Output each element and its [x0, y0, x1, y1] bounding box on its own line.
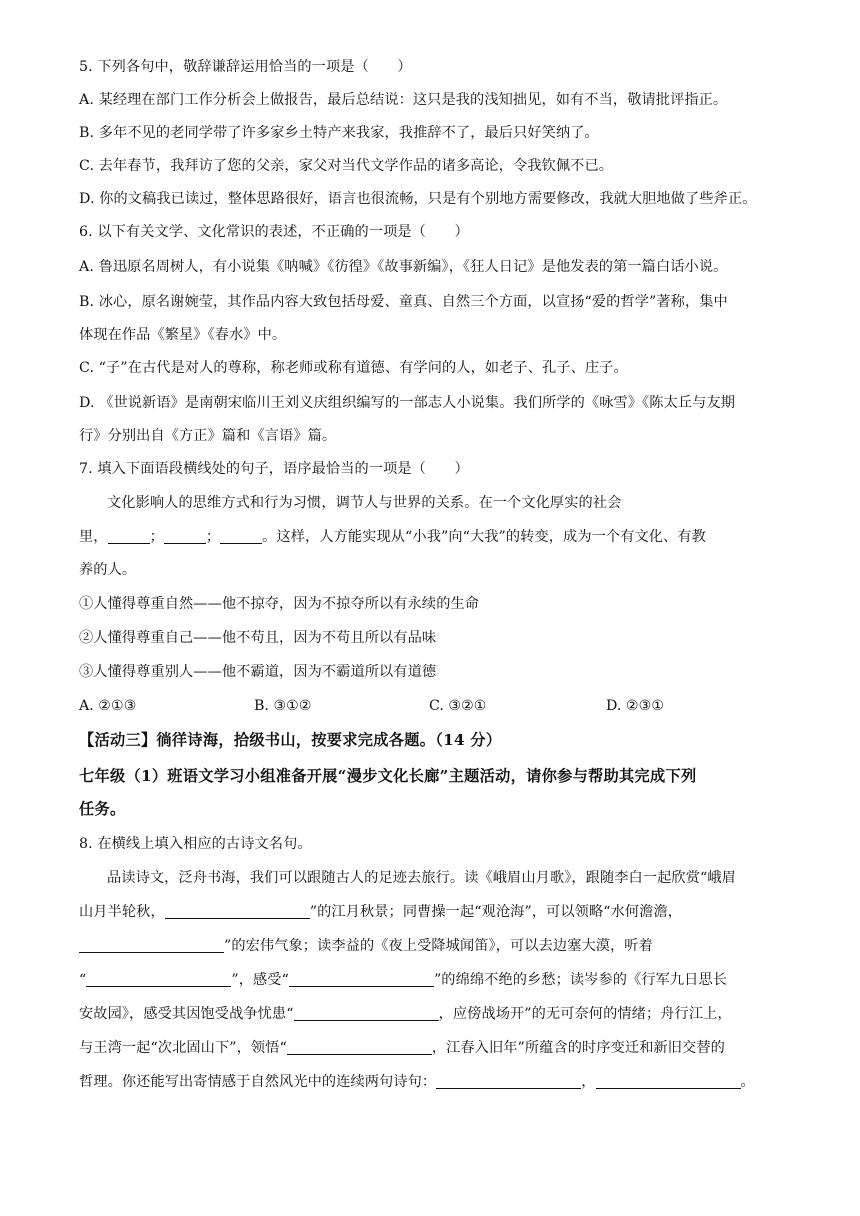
activity-intro-line1: 七年级（1）班语文学习小组准备开展“漫步文化长廊”主题活动，请你参与帮助其完成下列	[79, 767, 697, 785]
q6-option-d-line2: 行》分别出自《方正》篇和《言语》篇。	[79, 428, 337, 444]
q7-stem: 7. 填入下面语段横线处的句子，语序最恰当的一项是（ ）	[79, 461, 469, 477]
q8-line4: “ ”，感受“ ”的绵绵不绝的乡愁；读岑参的《行军九日思长	[79, 972, 728, 988]
q7-passage-line3: 养的人。	[79, 562, 137, 578]
q5-option-d: D. 你的文稿我已读过，整体思路很好，语言也很流畅，只是有个别地方需要修改，我就大胆地做了些斧正。	[79, 191, 757, 207]
answer-blank[interactable]	[108, 527, 150, 544]
q8-line5: 安故园》，感受其因饱受战争忧患“ ，应傍战场开”的无可奈何的情绪；舟行江上，	[79, 1006, 732, 1022]
answer-blank[interactable]	[436, 1072, 581, 1089]
q7-option-d: D. ②③①	[606, 698, 665, 714]
q8-stem: 8. 在横线上填入相应的古诗文名句。	[79, 836, 312, 852]
answer-blank[interactable]	[86, 970, 231, 987]
answer-blank[interactable]	[165, 902, 310, 919]
q6-option-b-line2: 体现在作品《繁星》《春水》中。	[79, 327, 287, 343]
q7-passage-line2: 里， ； ； 。这样，人方能实现从“小我”向“大我”的转变，成为一个有文化、有教	[79, 529, 706, 545]
q7-option-c: C. ③②①	[429, 698, 487, 714]
answer-blank[interactable]	[287, 1038, 432, 1055]
q8-line2: 山月半轮秋， ”的江月秋景；同曹操一起“观沧海”，可以领略“水何澹澹，	[79, 904, 683, 920]
q6-option-d-line1: D. 《世说新语》是南朝宋临川王刘义庆组织编写的一部志人小说集。我们所学的《咏雪》《陈太丘与友期	[79, 395, 736, 411]
q7-sentence-3: ③人懂得尊重别人——他不霸道，因为不霸道所以有道德	[79, 664, 437, 680]
q6-option-b-line1: B. 冰心，原名谢婉莹，其作品内容大致包括母爱、童真、自然三个方面，以宣扬“爱的哲学”著称，集中	[79, 294, 728, 310]
q5-stem: 5. 下列各句中，敬辞谦辞运用恰当的一项是（ ）	[79, 59, 412, 75]
q8-line6: 与王湾一起“次北固山下”，领悟“ ，江春入旧年”所蕴含的时序变迁和新旧交替的	[79, 1040, 725, 1056]
q5-option-a: A. 某经理在部门工作分析会上做报告，最后总结说：这只是我的浅知拙见，如有不当，敬请批评指正。	[79, 92, 728, 108]
q8-line3: ”的宏伟气象；读李益的《夜上受降城闻笛》，可以去边塞大漠，听着	[79, 930, 791, 963]
q5-option-c: C. 去年春节，我拜访了您的父亲，家父对当代文学作品的诸多高论，令我钦佩不已。	[79, 158, 614, 174]
answer-blank[interactable]	[79, 936, 224, 953]
q7-option-a: A. ②①③	[79, 698, 137, 714]
q7-passage-line1: 文化影响人的思维方式和行为习惯，调节人与世界的关系。在一个文化厚实的社会	[107, 495, 622, 511]
answer-blank[interactable]	[289, 970, 434, 987]
q7-option-b: B. ③①②	[254, 698, 312, 714]
q6-option-c: C. “子”在古代是对人的尊称，称老师或称有道德、有学问的人，如老子、孔子、庄子。	[79, 360, 628, 376]
q7-sentence-1: ①人懂得尊重自然——他不掠夺，因为不掠夺所以有永续的生命	[79, 596, 480, 612]
q6-stem: 6. 以下有关文学、文化常识的表述，不正确的一项是（ ）	[79, 224, 469, 240]
answer-blank[interactable]	[164, 527, 206, 544]
q8-line1: 品读诗文，泛舟书海，我们可以跟随古人的足迹去旅行。读《峨眉山月歌》，跟随李白一起欣赏“峨眉	[107, 870, 736, 886]
q6-option-a: A. 鲁迅原名周树人，有小说集《呐喊》《彷徨》《故事新编》，《狂人日记》是他发表的第一篇白话小说。	[79, 259, 728, 275]
q8-line7: 哲理。你还能写出寄情感于自然风光中的连续两句诗句： ， 。	[79, 1074, 755, 1090]
activity-intro-line2: 任务。	[79, 800, 126, 818]
activity-heading: 【活动三】徜徉诗海，拾级书山，按要求完成各题。（14 分）	[79, 731, 502, 749]
answer-blank[interactable]	[596, 1072, 741, 1089]
answer-blank[interactable]	[294, 1004, 439, 1021]
q5-option-b: B. 多年不见的老同学带了许多家乡土特产来我家，我推辞不了，最后只好笑纳了。	[79, 125, 599, 141]
q7-sentence-2: ②人懂得尊重自己——他不苟且，因为不苟且所以有品味	[79, 630, 437, 646]
answer-blank[interactable]	[220, 527, 262, 544]
